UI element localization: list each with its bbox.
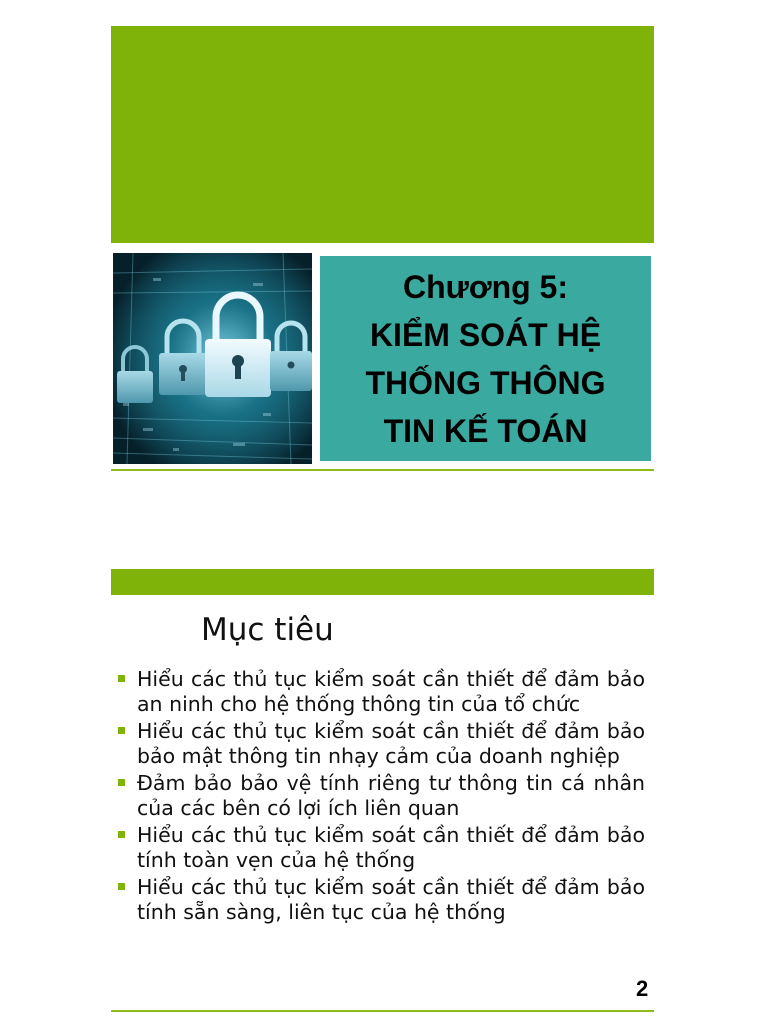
square-bullet-icon	[118, 883, 125, 890]
chapter-title-line-1: Chương 5:	[402, 268, 568, 305]
slide2-header-band	[111, 569, 654, 595]
chapter-title-line-2: KIỂM SOÁT HỆ	[369, 316, 602, 353]
chapter-title-line-3: THỐNG THÔNG	[365, 364, 606, 401]
list-item-text: Đảm bảo bảo vệ tính riêng tư thông tin cá nhân của các bên có lợi ích liên quan	[137, 771, 645, 820]
objectives-list	[115, 667, 645, 927]
list-item	[115, 823, 645, 872]
list-item	[115, 719, 645, 768]
list-item-text: Hiểu các thủ tục kiểm soát cần thiết để đảm bảo tính toàn vẹn của hệ thống	[137, 823, 645, 872]
page-number: 2	[636, 976, 649, 1001]
slide1-bottom-rule	[111, 469, 654, 471]
chapter-title-line-4: TIN KẾ TOÁN	[383, 412, 588, 449]
list-item	[115, 771, 645, 820]
square-bullet-icon	[118, 831, 125, 838]
objectives-heading: Mục tiêu	[201, 612, 334, 648]
slide2-bottom-rule	[111, 1010, 654, 1012]
square-bullet-icon	[118, 727, 125, 734]
title-banner	[111, 26, 654, 243]
list-item	[115, 667, 645, 716]
square-bullet-icon	[118, 779, 125, 786]
padlocks-image	[113, 253, 312, 464]
list-item-text: Hiểu các thủ tục kiểm soát cần thiết để đảm bảo tính sẵn sàng, liên tục của hệ thống	[137, 875, 645, 924]
square-bullet-icon	[118, 675, 125, 682]
list-item-text: Hiểu các thủ tục kiểm soát cần thiết để đảm bảo bảo mật thông tin nhạy cảm của doanh nghiệp	[137, 719, 645, 768]
chapter-title-box	[320, 256, 651, 461]
list-item	[115, 875, 645, 924]
list-item-text: Hiểu các thủ tục kiểm soát cần thiết để đảm bảo an ninh cho hệ thống thông tin của tổ chức	[137, 667, 645, 716]
